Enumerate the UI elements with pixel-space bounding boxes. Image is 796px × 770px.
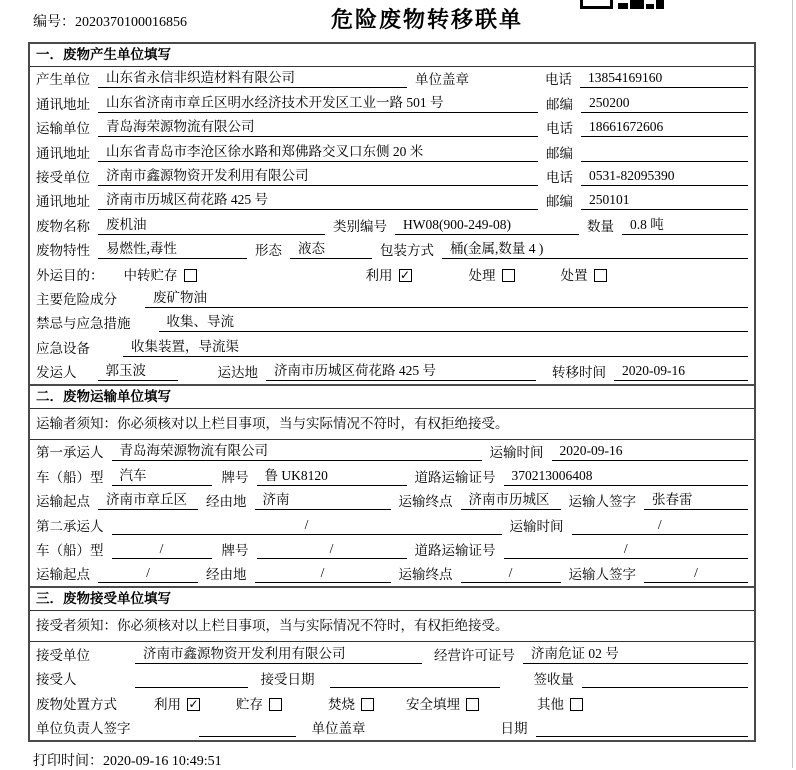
checkbox-empty-icon [502, 269, 515, 282]
receiver-unit-seal-label: 单位盖章 [311, 720, 366, 736]
qr-block [630, 0, 644, 9]
producer-address-label: 通讯地址 [36, 96, 90, 112]
checkbox-label: 安全填埋 [406, 696, 460, 712]
first-transporter-sign-label: 运输人签字 [568, 494, 636, 510]
second-terminus-value: / [461, 565, 561, 583]
acceptor-label: 接受人 [36, 672, 77, 688]
producer-postcode-label: 邮编 [546, 96, 573, 112]
form-row [30, 91, 754, 115]
form-row [30, 409, 754, 440]
category-code-value: HW08(900-249-08) [395, 217, 579, 235]
physical-form-label: 形态 [255, 243, 282, 259]
accept-date-value [330, 671, 500, 688]
first-plate-label: 牌号 [221, 469, 249, 485]
producer-postcode-value: 250200 [581, 95, 748, 113]
section-heading: 三．废物接受单位填写 [30, 586, 754, 611]
first-origin-value: 济南市章丘区 [98, 492, 198, 510]
second-terminus-label: 运输终点 [398, 567, 453, 583]
second-origin-value: / [98, 565, 198, 583]
packaging-value: 桶(金属,数量 4 ) [442, 241, 748, 259]
responsible-person-sign-label: 单位负责人签字 [36, 720, 131, 736]
first-carrier-label: 第一承运人 [36, 445, 104, 461]
receiver-unit-value: 济南市鑫源物资开发利用有限公司 [98, 168, 538, 186]
checkbox-checked-icon: ✓ [399, 268, 411, 283]
purpose-dispose-checkbox [561, 268, 607, 284]
emergency-equipment-value: 收集装置，导流渠 [123, 339, 748, 357]
form-row [30, 489, 754, 513]
receiver-notice: 接受者须知：你必须核对以上栏目事项，当与实际情况不符时，有权拒绝接受。 [36, 618, 509, 634]
acceptor-value [135, 671, 248, 688]
second-transporter-sign-value: / [644, 565, 748, 583]
form-row [30, 140, 754, 164]
second-vehicle-type-value: / [112, 541, 212, 559]
receiver-address-value: 济南市历城区荷花路 425 号 [98, 192, 538, 210]
disposal-landfill-checkbox [406, 697, 479, 713]
transfer-date-value: 2020-09-16 [614, 363, 748, 381]
purpose-transit-storage-checkbox [124, 268, 197, 284]
unit-seal-label: 单位盖章 [415, 72, 469, 88]
first-via-label: 经由地 [206, 494, 247, 510]
checkbox-empty-icon [594, 269, 607, 282]
form-row [30, 562, 754, 586]
checkbox-label: 处理 [468, 267, 496, 283]
license-no-value: 济南危证 02 号 [523, 646, 748, 664]
destination-label: 运达地 [217, 365, 258, 381]
emergency-measures-label: 禁忌与应急措施 [36, 316, 131, 332]
print-time [33, 750, 222, 770]
form-row [30, 716, 754, 740]
first-via-value: 济南 [255, 492, 391, 510]
disposal-storage-checkbox [236, 697, 282, 713]
checkbox-label: 中转贮存 [123, 267, 178, 283]
checkbox-label: 利用 [154, 696, 181, 712]
form-row [30, 335, 754, 359]
second-transport-date-value: / [572, 517, 749, 535]
second-transport-date-label: 运输时间 [509, 518, 564, 534]
form-row [30, 538, 754, 562]
form-row [30, 67, 754, 91]
form-row [30, 642, 754, 666]
checkbox-label: 贮存 [236, 696, 263, 712]
second-origin-label: 运输起点 [36, 567, 90, 583]
serial-value: 2020370100016856 [75, 15, 187, 30]
form-row [30, 667, 754, 691]
form-row [30, 691, 754, 715]
quantity-value: 0.8 吨 [622, 217, 748, 235]
form-row [30, 287, 754, 311]
form-table [28, 42, 756, 742]
first-transporter-sign-value: 张春雷 [644, 492, 748, 510]
form-row [30, 440, 754, 464]
form-row [30, 464, 754, 488]
producer-unit-label: 产生单位 [36, 72, 90, 88]
receiver-address-label: 通讯地址 [36, 194, 90, 210]
waste-property-label: 废物特性 [36, 243, 90, 259]
transport-address-value: 山东省青岛市李沧区徐水路和郑佛路交叉口东侧 20 米 [98, 144, 538, 162]
form-row [30, 238, 754, 262]
transport-phone-value: 18661672606 [581, 119, 748, 137]
form-row [30, 611, 754, 642]
disposal-other-checkbox [537, 697, 583, 713]
section-heading: 二．废物运输单位填写 [30, 384, 754, 409]
destination-value: 济南市历城区荷花路 425 号 [266, 363, 536, 381]
transporter-notice: 运输者须知：你必须核对以上栏目事项，当与实际情况不符时，有权拒绝接受。 [36, 416, 509, 432]
checkbox-label: 其他 [537, 696, 564, 712]
seal-date-value [536, 720, 749, 737]
qr-block [618, 3, 628, 9]
first-vehicle-type-label: 车（船）型 [36, 469, 104, 485]
accept-date-label: 接受日期 [260, 672, 315, 688]
main-hazard-value: 废矿物油 [145, 290, 748, 308]
accepting-unit-label: 接受单位 [36, 647, 90, 663]
first-terminus-value: 济南市历城区 [461, 492, 561, 510]
first-road-permit-value: 370213006408 [504, 468, 749, 486]
second-carrier-label: 第二承运人 [36, 518, 104, 534]
transport-unit-label: 运输单位 [36, 121, 90, 137]
second-plate-label: 牌号 [221, 543, 249, 559]
receiver-unit-label: 接受单位 [36, 169, 90, 185]
form-row [30, 360, 754, 384]
checkbox-empty-icon [269, 698, 282, 711]
transfer-purpose-label: 外运目的： [36, 267, 104, 283]
form-row [30, 165, 754, 189]
checkbox-label: 利用 [365, 267, 393, 283]
disposal-method-label: 废物处置方式 [36, 696, 117, 712]
category-code-label: 类别编号 [333, 218, 387, 234]
emergency-equipment-label: 应急设备 [36, 340, 90, 356]
transport-address-label: 通讯地址 [36, 145, 90, 161]
producer-phone-value: 13854169160 [580, 70, 748, 88]
disposal-incinerate-checkbox [328, 697, 374, 713]
transfer-date-label: 转移时间 [552, 365, 606, 381]
checkbox-empty-icon [466, 698, 479, 711]
purpose-treat-checkbox [469, 268, 515, 284]
form-row [30, 116, 754, 140]
receiver-phone-label: 电话 [546, 169, 573, 185]
consignor-label: 发运人 [36, 365, 77, 381]
producer-address-value: 山东省济南市章丘区明水经济技术开发区工业一路 501 号 [98, 95, 538, 113]
producer-phone-label: 电话 [545, 72, 572, 88]
first-carrier-value: 青岛海荣源物流有限公司 [112, 443, 482, 461]
qr-block [656, 0, 664, 9]
waste-name-label: 废物名称 [36, 218, 90, 234]
main-hazard-label: 主要危险成分 [36, 291, 117, 307]
license-no-label: 经营许可证号 [434, 647, 515, 663]
transport-phone-label: 电话 [546, 121, 573, 137]
first-transport-date-label: 运输时间 [489, 445, 544, 461]
checkbox-label: 焚烧 [328, 696, 355, 712]
second-carrier-value: / [112, 517, 502, 535]
serial-label: 编号： [33, 15, 75, 30]
qr-block [646, 4, 654, 9]
first-terminus-label: 运输终点 [398, 494, 453, 510]
accepting-unit-value: 济南市鑫源物资开发利用有限公司 [135, 646, 422, 664]
document-title: 危险废物转移联单 [331, 7, 524, 32]
second-plate-value: / [257, 541, 407, 559]
print-time-value: 2020-09-16 10:49:51 [103, 754, 222, 769]
first-vehicle-type-value: 汽车 [112, 468, 212, 486]
seal-date-label: 日期 [500, 720, 528, 736]
second-road-permit-label: 道路运输证号 [414, 543, 496, 559]
form-row [30, 262, 754, 286]
checkbox-label: 处置 [560, 267, 588, 283]
waste-name-value: 废机油 [98, 217, 325, 235]
first-transport-date-value: 2020-09-16 [552, 443, 749, 461]
checkbox-empty-icon [361, 698, 374, 711]
purpose-utilize-checkbox [366, 268, 412, 284]
consignor-value: 郭玉波 [98, 363, 178, 381]
transport-postcode-value [581, 145, 748, 162]
received-amount-value [582, 671, 748, 688]
transport-unit-value: 青岛海荣源物流有限公司 [98, 119, 538, 137]
emergency-measures-value: 收集、导流 [159, 314, 749, 332]
receiver-postcode-label: 邮编 [546, 194, 573, 210]
second-transporter-sign-label: 运输人签字 [568, 567, 636, 583]
first-plate-value: 鲁 UK8120 [257, 468, 407, 486]
packaging-label: 包装方式 [380, 243, 434, 259]
form-row [30, 513, 754, 537]
producer-unit-value: 山东省永信非织造材料有限公司 [98, 70, 407, 88]
second-via-label: 经由地 [206, 567, 247, 583]
second-road-permit-value: / [504, 541, 749, 559]
qr-code-fragment [580, 0, 666, 9]
quantity-label: 数量 [587, 218, 614, 234]
checkbox-empty-icon [570, 698, 583, 711]
serial-number-field [33, 11, 187, 31]
waste-property-value: 易燃性,毒性 [98, 241, 247, 259]
second-via-value: / [255, 565, 391, 583]
form-row [30, 311, 754, 335]
form-row [30, 189, 754, 213]
first-origin-label: 运输起点 [36, 494, 90, 510]
page-edge-line [792, 0, 793, 768]
form-row [30, 213, 754, 237]
transport-postcode-label: 邮编 [546, 145, 573, 161]
responsible-person-sign-value [199, 720, 296, 737]
checkbox-empty-icon [184, 269, 197, 282]
disposal-utilize-checkbox [154, 697, 200, 713]
second-vehicle-type-label: 车（船）型 [36, 543, 104, 559]
physical-form-value: 液态 [290, 241, 372, 259]
first-road-permit-label: 道路运输证号 [414, 469, 496, 485]
received-amount-label: 签收量 [533, 672, 574, 688]
qr-block [580, 0, 613, 9]
receiver-phone-value: 0531-82095390 [581, 168, 748, 186]
section-heading: 一．废物产生单位填写 [30, 44, 754, 67]
print-time-label: 打印时间： [33, 754, 103, 769]
checkbox-checked-icon: ✓ [188, 697, 199, 712]
receiver-postcode-value: 250101 [581, 192, 748, 210]
